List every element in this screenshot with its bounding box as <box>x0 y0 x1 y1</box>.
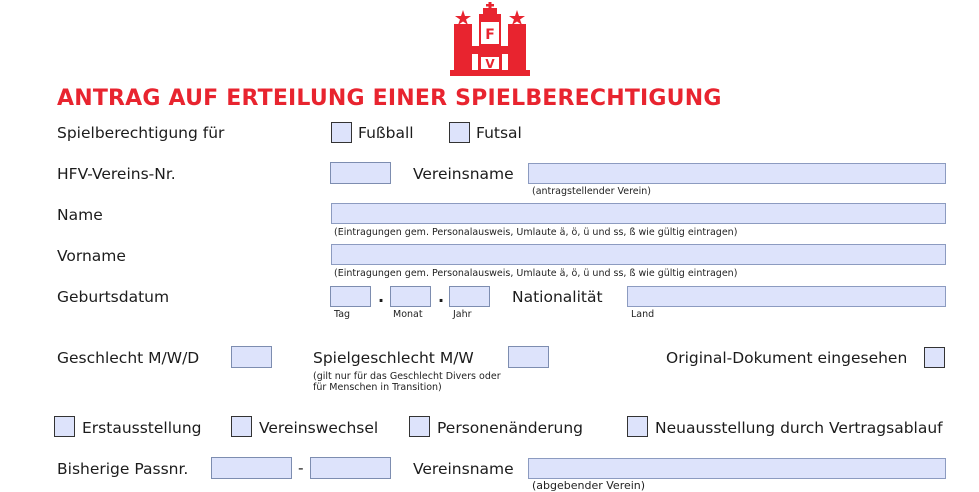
geburtsdatum-tag-input[interactable] <box>330 286 371 307</box>
nationalitaet-label: Nationalität <box>512 288 603 306</box>
tag-hint: Tag <box>334 309 351 320</box>
abgebender-vereinsname-input[interactable] <box>528 458 946 479</box>
vereins-nr-label: HFV-Vereins-Nr. <box>57 165 176 183</box>
abgebender-vereinsname-label: Vereinsname <box>413 460 514 478</box>
land-hint: Land <box>631 309 655 320</box>
fussball-checkbox[interactable] <box>331 122 352 143</box>
hfv-logo <box>450 2 530 78</box>
vorname-input[interactable] <box>331 244 946 265</box>
spielgeschlecht-input[interactable] <box>508 346 549 368</box>
geburtsdatum-monat-input[interactable] <box>390 286 431 307</box>
vorname-label: Vorname <box>57 247 126 265</box>
passnr-separator: - <box>298 459 304 477</box>
vereins-nr-input[interactable] <box>330 162 391 184</box>
nationalitaet-input[interactable] <box>627 286 946 307</box>
spielgeschlecht-hint-1: (gilt nur für das Geschlecht Divers oder <box>313 371 501 382</box>
spielgeschlecht-hint-2: für Menschen in Transition) <box>313 382 442 393</box>
vereinswechsel-checkbox[interactable] <box>231 416 252 437</box>
logo-letter-top: F <box>485 27 495 43</box>
date-separator: . <box>438 287 445 306</box>
geschlecht-label: Geschlecht M/W/D <box>57 349 200 367</box>
original-dokument-checkbox[interactable] <box>924 347 945 368</box>
original-dokument-label: Original-Dokument eingesehen <box>666 349 908 367</box>
fussball-label: Fußball <box>358 124 414 142</box>
passnr-part2-input[interactable] <box>310 457 391 479</box>
erstausstellung-checkbox[interactable] <box>54 416 75 437</box>
monat-hint: Monat <box>393 309 423 320</box>
personenaenderung-checkbox[interactable] <box>409 416 430 437</box>
geburtsdatum-jahr-input[interactable] <box>449 286 490 307</box>
vereinsname-input[interactable] <box>528 163 946 184</box>
name-label: Name <box>57 206 103 224</box>
geschlecht-input[interactable] <box>231 346 272 368</box>
name-input[interactable] <box>331 203 946 224</box>
spielberechtigung-label: Spielberechtigung für <box>57 124 225 142</box>
logo-letter-bottom: V <box>485 57 495 71</box>
geburtsdatum-label: Geburtsdatum <box>57 288 170 306</box>
erstausstellung-label: Erstausstellung <box>82 419 202 437</box>
futsal-label: Futsal <box>476 124 522 142</box>
neuausstellung-label: Neuausstellung durch Vertragsablauf <box>655 419 943 437</box>
vorname-hint: (Eintragungen gem. Personalausweis, Umlaute ä, ö, ü und ss, ß wie gültig eintragen) <box>334 268 738 279</box>
neuausstellung-checkbox[interactable] <box>627 416 648 437</box>
form-title: ANTRAG AUF ERTEILUNG EINER SPIELBERECHTIGUNG <box>57 86 722 111</box>
passnr-part1-input[interactable] <box>211 457 292 479</box>
bisherige-passnr-label: Bisherige Passnr. <box>57 460 189 478</box>
futsal-checkbox[interactable] <box>449 122 470 143</box>
vereinsname-label: Vereinsname <box>413 165 514 183</box>
spielgeschlecht-label: Spielgeschlecht M/W <box>313 349 474 367</box>
vereinsname-hint: (antragstellender Verein) <box>532 186 652 197</box>
date-separator: . <box>378 287 385 306</box>
jahr-hint: Jahr <box>453 309 472 320</box>
name-hint: (Eintragungen gem. Personalausweis, Umlaute ä, ö, ü und ss, ß wie gültig eintragen) <box>334 227 738 238</box>
personenaenderung-label: Personenänderung <box>437 419 584 437</box>
abgebender-verein-hint: (abgebender Verein) <box>532 479 646 492</box>
vereinswechsel-label: Vereinswechsel <box>259 419 379 437</box>
